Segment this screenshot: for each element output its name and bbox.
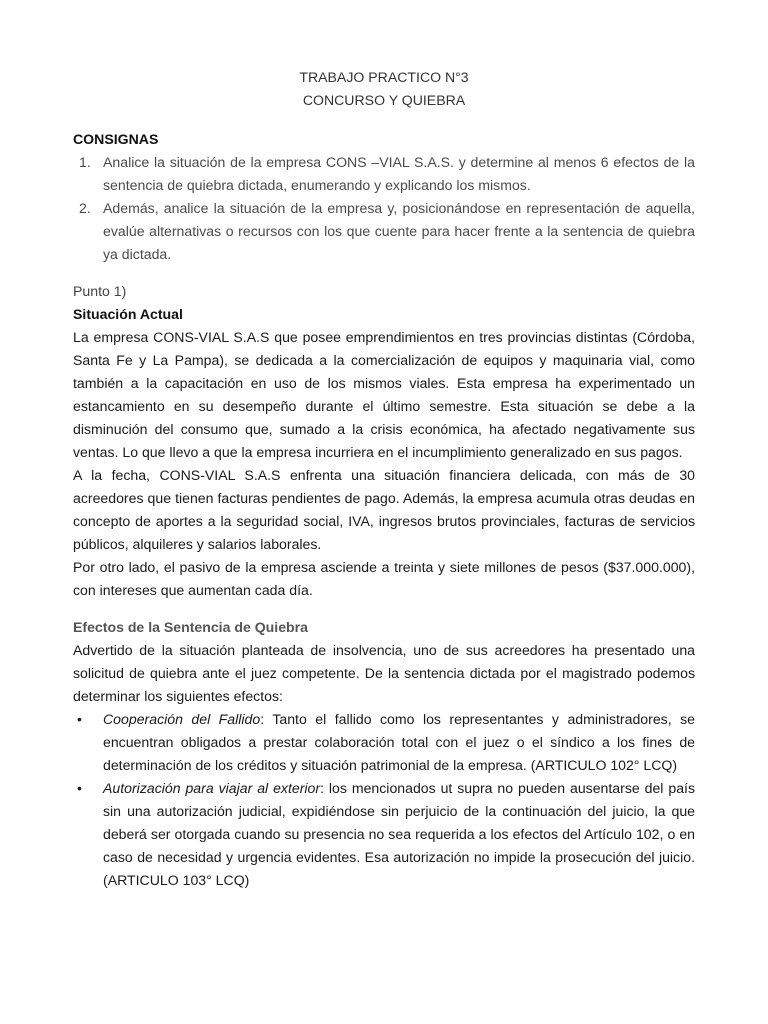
situacion-paragraph: Por otro lado, el pasivo de la empresa asciende a treinta y siete millones de pesos ($37.000.000), con intereses que aumentan cada día. <box>73 559 695 598</box>
bullet-icon: • <box>77 711 82 727</box>
consigna-number: 1. <box>79 154 91 170</box>
situacion-paragraph: A la fecha, CONS-VIAL S.A.S enfrenta una situación financiera delicada, con más de 30 acreedores que tienen facturas pendientes de pago. Además, la empresa acumula otras deudas en concepto de aportes a la seguridad social, IVA, ingresos brutos provinciales, facturas de servicios públicos, alquileres y salarios laborales. <box>73 467 695 552</box>
document-title-line-1: TRABAJO PRACTICO N°3 <box>299 69 469 85</box>
efectos-intro: Advertido de la situación planteada de insolvencia, uno de sus acreedores ha presentado una solicitud de quiebra ante el juez competente. De la sentencia dictada por el magistrado podemos determinar los siguientes efectos: <box>73 642 695 704</box>
consigna-item <box>73 197 695 266</box>
consigna-item <box>73 151 695 197</box>
situacion-heading: Situación Actual <box>73 306 183 322</box>
consignas-list <box>73 151 695 266</box>
punto-label: Punto 1) <box>73 283 127 299</box>
efecto-text: : los mencionados ut supra no pueden ausentarse del país sin una autorización judicial, expidiéndose sin perjuicio de la continuación del juicio, la que deberá ser otorgada cuando su presencia no sea requerida a los efectos del Artículo 102, o en caso de necesidad y urgencia evidentes. Esa autorización no impide la prosecución del juicio. (ARTICULO 103° LCQ) <box>103 780 695 888</box>
consigna-text: Además, analice la situación de la empresa y, posicionándose en representación de aquella, evalúe alternativas o recursos con los que cuente para hacer frente a la sentencia de quiebra ya dictada. <box>103 200 695 262</box>
document-title-line-2: CONCURSO Y QUIEBRA <box>302 92 466 108</box>
bullet-icon: • <box>77 780 82 796</box>
consigna-text: Analice la situación de la empresa CONS –VIAL S.A.S. y determine al menos 6 efectos de la sentencia de quiebra dictada, enumerando y explicando los mismos. <box>103 154 695 193</box>
efecto-title: Autorización para viajar al exterior <box>103 780 321 796</box>
efectos-list <box>73 708 695 892</box>
efecto-text: : Tanto el fallido como los representantes y administradores, se encuentran obligados a prestar colaboración total con el juez o el síndico a los fines de determinación de los créditos y situación patrimonial de la empresa. (ARTICULO 102° LCQ) <box>103 711 695 773</box>
efectos-heading: Efectos de la Sentencia de Quiebra <box>73 619 308 635</box>
consignas-heading: CONSIGNAS <box>73 131 159 147</box>
consigna-number: 2. <box>79 200 91 216</box>
efecto-item <box>73 708 695 777</box>
efecto-item <box>73 777 695 892</box>
situacion-paragraph: La empresa CONS-VIAL S.A.S que posee emprendimientos en tres provincias distintas (Córdoba, Santa Fe y La Pampa), se dedicada a la comercialización de equipos y maquinaria vial, como también a la capacitación en uso de los mismos viales. Esta empresa ha experimentado un estancamiento en su desempeño durante el último semestre. Esta situación se debe a la disminución del consumo que, sumado a la crisis económica, ha afectado negativamente sus ventas. Lo que llevo a que la empresa incurriera en el incumplimiento generalizado en sus pagos. <box>73 329 695 460</box>
efecto-title: Cooperación del Fallido <box>103 711 261 727</box>
